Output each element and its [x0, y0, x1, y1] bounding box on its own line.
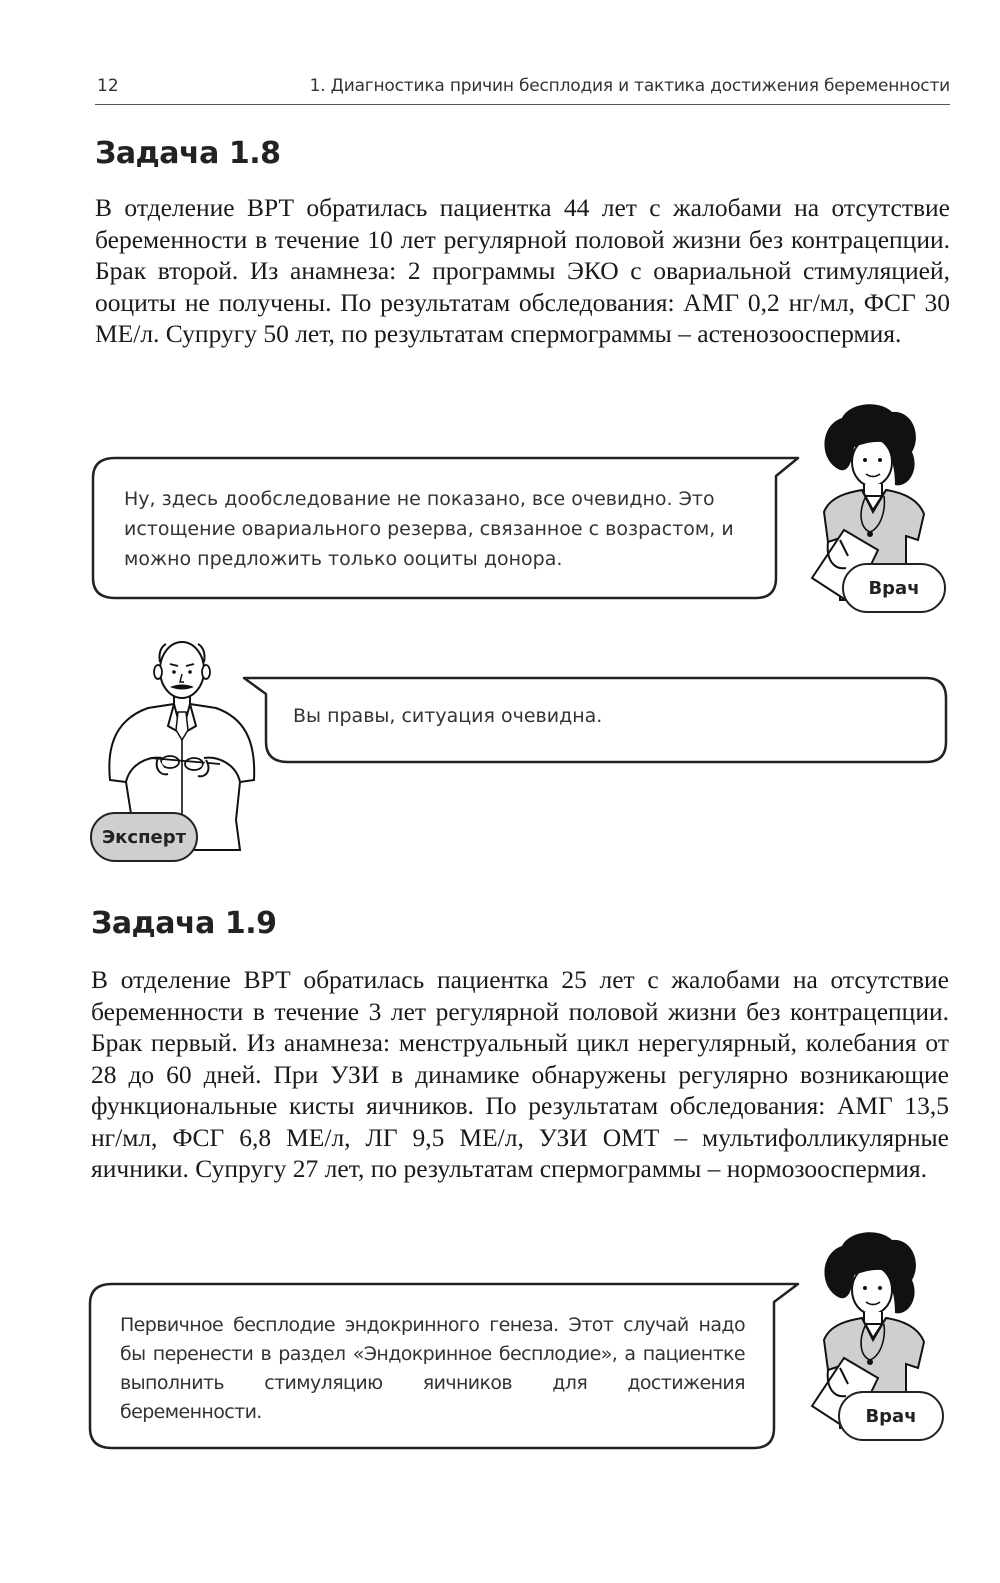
task-1-8-title: Задача 1.8: [95, 136, 281, 171]
doctor-badge-1: Врач: [842, 563, 946, 613]
running-header: [95, 74, 950, 105]
doctor-reply-2-text: Первичное бесплодие эндокринного генеза. Этот случай надо бы перенести в раздел «Эндокринное бесплодие», а пациентке выполнить стимуляцию яичников для достижения беременности.: [120, 1314, 745, 1423]
task-1-8-text: В отделение ВРТ обратилась пациентка 44 лет с жалобами на отсутствие беременности в течение 10 лет регулярной половой жизни без контрацепции. Брак второй. Из анамнеза: 2 программы ЭКО с овариальной стимуляцией, ооциты не получены. По результатам обследования: АМГ 0,2 нг/мл, ФСГ 30 МЕ/л. Супругу 50 лет, по результатам спермограммы – астенозооспермия.: [95, 193, 950, 348]
expert-reply-text: Вы правы, ситуация очевидна.: [293, 705, 603, 727]
doctor-badge-2: Врач: [838, 1391, 944, 1441]
doctor-reply-1: [124, 484, 754, 574]
expert-reply: [293, 701, 913, 731]
page-number: 12: [97, 76, 119, 96]
task-1-9-title: Задача 1.9: [91, 906, 277, 941]
expert-badge: Эксперт: [90, 812, 198, 862]
doctor-reply-2: [120, 1311, 745, 1427]
doctor-reply-1-text: Ну, здесь дообследование не показано, все очевидно. Это истощение овариального резерва, связанное с возрастом, и можно предложить только ооциты донора.: [124, 488, 734, 570]
task-1-9-text: В отделение ВРТ обратилась пациентка 25 лет с жалобами на отсутствие беременности в течение 3 лет регулярной половой жизни без контрацепции. Брак первый. Из анамнеза: менструальный цикл нерегулярный, колебания от 28 до 60 дней. При УЗИ в динамике обнаружены регулярно возникающие функциональные кисты яичников. По результатам обследования: АМГ 13,5 нг/мл, ФСГ 6,8 МЕ/л, ЛГ 9,5 МЕ/л, УЗИ ОМТ – мультифолликулярные яичники. Супругу 27 лет, по результатам спермограммы – нормозооспермия.: [91, 965, 949, 1183]
running-title: 1. Диагностика причин бесплодия и тактика достижения беременности: [309, 76, 950, 96]
